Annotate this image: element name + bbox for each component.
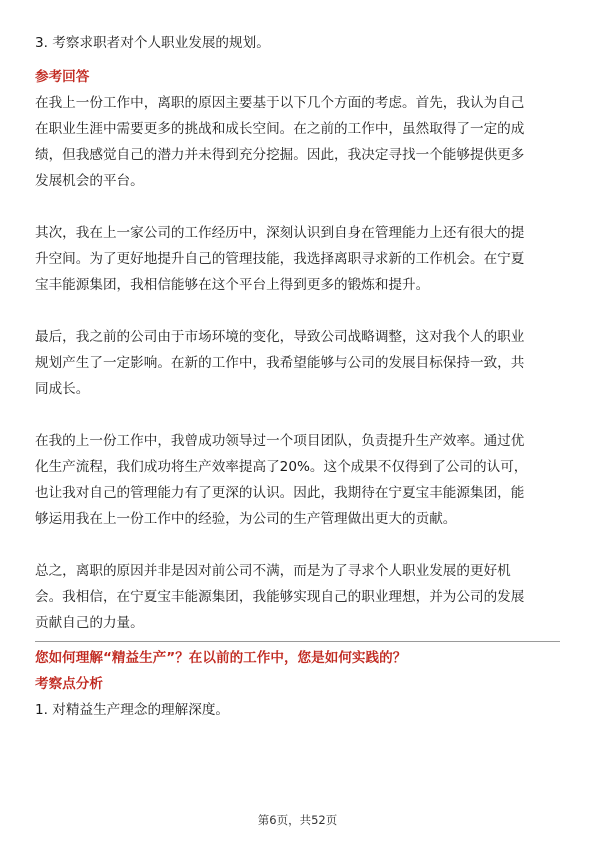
paragraph-line: 同成长。 bbox=[35, 381, 90, 397]
paragraph-line: 发展机会的平台。 bbox=[35, 173, 144, 189]
paragraph-line: 也让我对自己的管理能力有了更深的认识。因此，我期待在宁夏宝丰能源集团，能 bbox=[35, 485, 525, 501]
paragraph-line: 宝丰能源集团，我相信能够在这个平台上得到更多的锻炼和提升。 bbox=[35, 277, 430, 293]
paragraph-line: 贡献自己的力量。 bbox=[35, 615, 144, 631]
analysis-item: 1. 对精益生产理念的理解深度。 bbox=[35, 702, 230, 718]
answer-paragraph-5 bbox=[35, 558, 560, 636]
paragraph-line: 升空间。为了更好地提升自己的管理技能，我选择离职寻求新的工作机会。在宁夏 bbox=[35, 251, 525, 267]
paragraph-line: 会。我相信，在宁夏宝丰能源集团，我能够实现自己的职业理想，并为公司的发展 bbox=[35, 589, 525, 605]
paragraph-line: 绩，但我感觉自己的潜力并未得到充分挖掘。因此，我决定寻找一个能够提供更多 bbox=[35, 147, 525, 163]
answer-paragraph-4 bbox=[35, 428, 560, 532]
document-page bbox=[35, 30, 560, 723]
paragraph-line: 在我的上一份工作中，我曾成功领导过一个项目团队，负责提升生产效率。通过优 bbox=[35, 433, 525, 449]
paragraph-line: 在职业生涯中需要更多的挑战和成长空间。在之前的工作中，虽然取得了一定的成 bbox=[35, 121, 525, 137]
paragraph-line: 最后，我之前的公司由于市场环境的变化，导致公司战略调整，这对我个人的职业 bbox=[35, 329, 525, 345]
intro-item: 3. 考察求职者对个人职业发展的规划。 bbox=[35, 35, 270, 51]
question-heading: 您如何理解“精益生产”？在以前的工作中，您是如何实践的？ bbox=[35, 650, 407, 666]
answer-heading: 参考回答 bbox=[35, 69, 90, 85]
paragraph-line: 其次，我在上一家公司的工作经历中，深刻认识到自身在管理能力上还有很大的提 bbox=[35, 225, 525, 241]
paragraph-line: 总之，离职的原因并非是因对前公司不满，而是为了寻求个人职业发展的更好机 bbox=[35, 563, 511, 579]
answer-paragraph-3 bbox=[35, 324, 560, 402]
paragraph-line: 够运用我在上一份工作中的经验，为公司的生产管理做出更大的贡献。 bbox=[35, 511, 457, 527]
paragraph-line: 在我上一份工作中，离职的原因主要基于以下几个方面的考虑。首先，我认为自己 bbox=[35, 95, 525, 111]
paragraph-line: 化生产流程，我们成功将生产效率提高了20%。这个成果不仅得到了公司的认可， bbox=[35, 459, 528, 475]
paragraph-line: 规划产生了一定影响。在新的工作中，我希望能够与公司的发展目标保持一致，共 bbox=[35, 355, 525, 371]
section-divider bbox=[35, 641, 560, 642]
answer-paragraph-1 bbox=[35, 90, 560, 194]
analysis-heading: 考察点分析 bbox=[35, 676, 103, 692]
answer-paragraph-2 bbox=[35, 220, 560, 298]
page-footer: 第6页，共52页 bbox=[257, 813, 338, 827]
